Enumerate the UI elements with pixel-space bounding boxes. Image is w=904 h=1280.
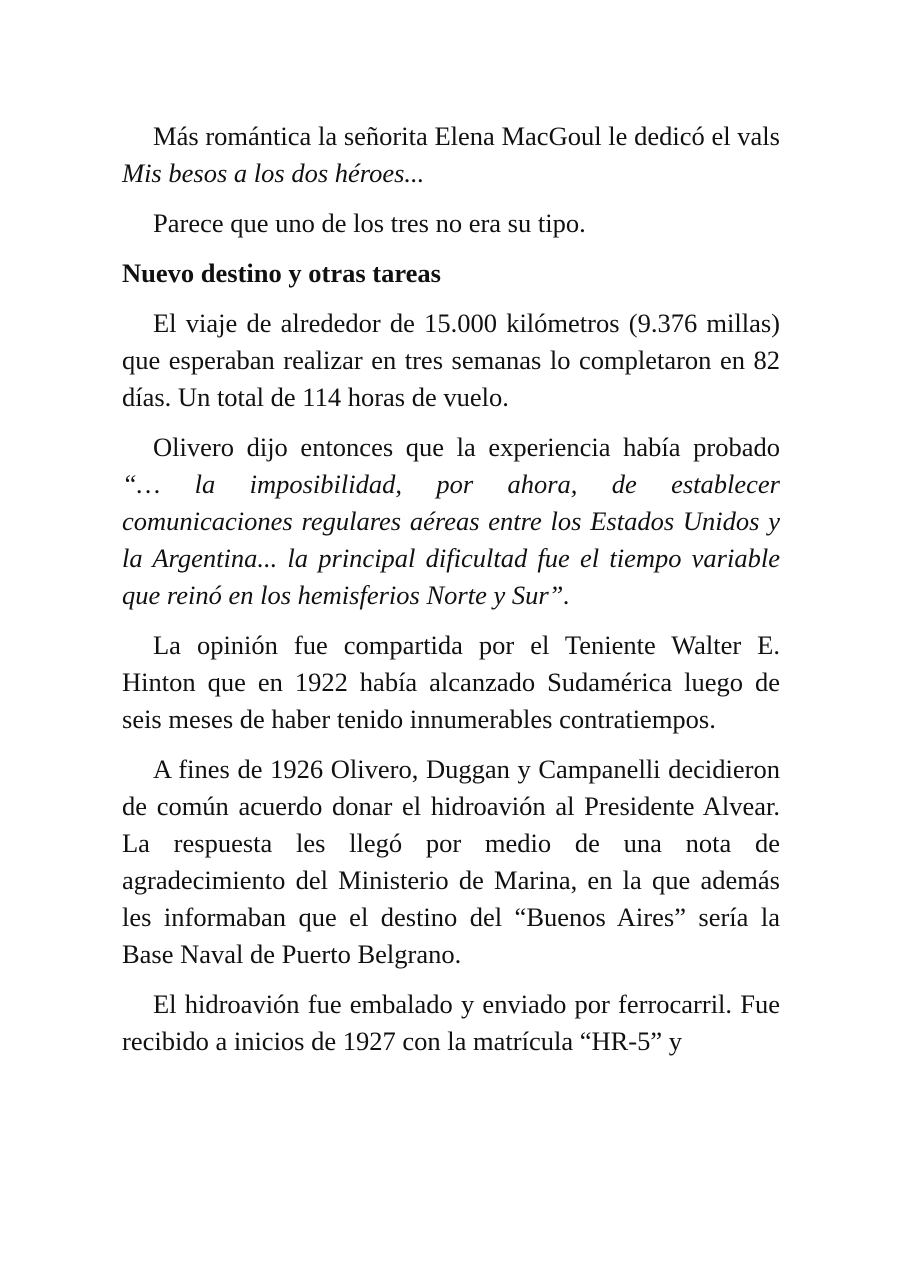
paragraph-olivero-text: Olivero dijo entonces que la experiencia había probado: [153, 432, 780, 462]
paragraph-donacion: A fines de 1926 Olivero, Duggan y Campanelli decidieron de común acuerdo donar el hidroavión al Presidente Alvear. La respuesta les llegó por medio de una nota de agradecimiento del Ministerio de Marina, en la que además les informaban que el destino del “Buenos Aires” sería la Base Naval de Puerto Belgrano.: [122, 754, 780, 969]
paragraph-vals-text: Más romántica la señorita Elena MacGoul le dedicó el vals: [153, 121, 780, 151]
olivero-quote: “… la imposibilidad, por ahora, de establecer comunicaciones regulares aéreas entre los Estados Unidos y la Argentina... la principal dificultad fue el tiempo variable que reinó en los hemisferios Norte y Sur”.: [122, 469, 780, 610]
waltz-title: Mis besos a los dos héroes...: [122, 158, 425, 188]
paragraph-olivero: [122, 429, 780, 614]
paragraph-embalado: El hidroavión fue embalado y enviado por ferrocarril. Fue recibido a inicios de 1927 con la matrícula “HR-5” y: [122, 989, 780, 1056]
paragraph-hinton: La opinión fue compartida por el Teniente Walter E. Hinton que en 1922 había alcanzado Sudamérica luego de seis meses de haber tenido innumerables contratiempos.: [122, 630, 780, 734]
paragraph-vals: [122, 118, 780, 192]
paragraph-tipo: Parece que uno de los tres no era su tipo.: [153, 208, 586, 238]
document-page: [122, 118, 780, 1073]
paragraph-viaje: El viaje de alrededor de 15.000 kilómetros (9.376 millas) que esperaban realizar en tres semanas lo completaron en 82 días. Un total de 114 horas de vuelo.: [122, 308, 780, 412]
section-heading: Nuevo destino y otras tareas: [122, 258, 441, 288]
